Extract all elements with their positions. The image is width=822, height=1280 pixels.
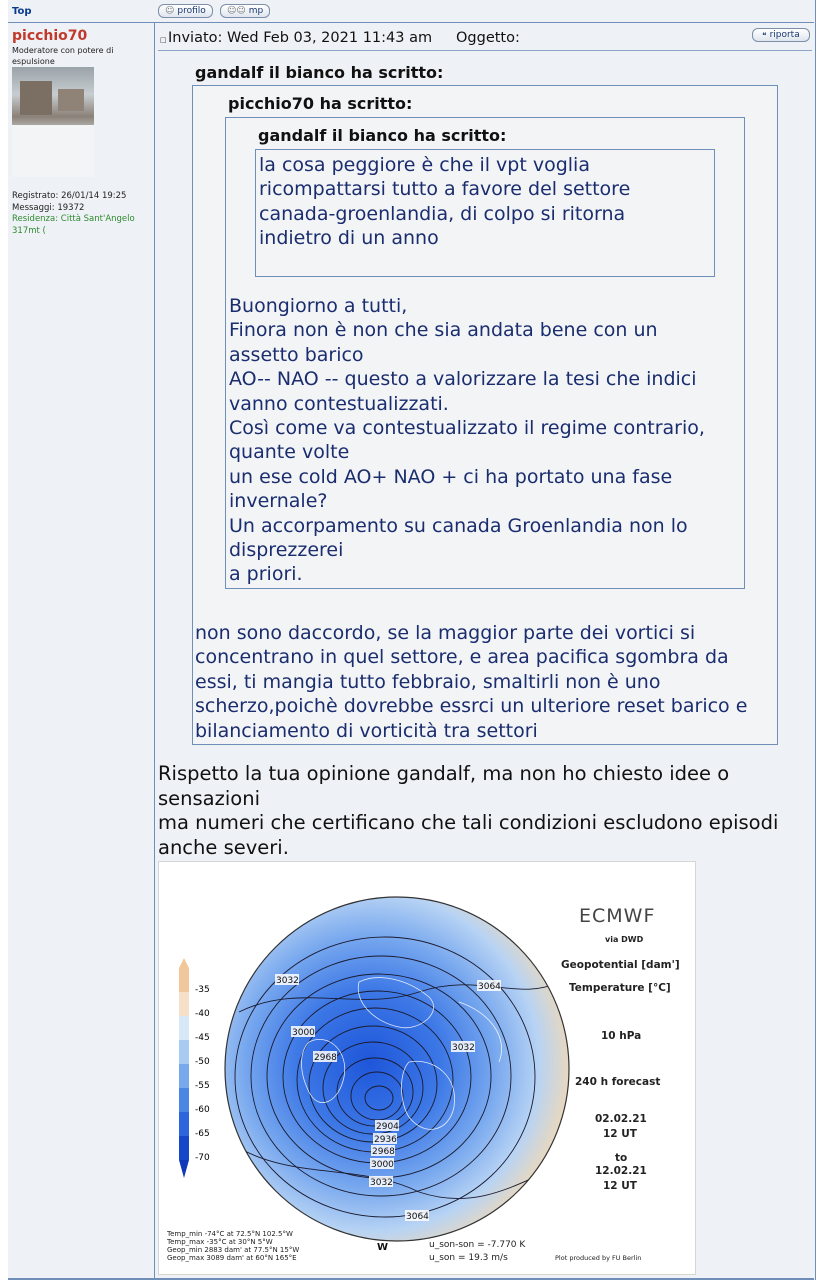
post-top-row [8, 0, 814, 23]
post-subject-label: Oggetto: [456, 30, 520, 46]
scale-label: -35 [195, 985, 210, 995]
map-forecast: 240 h forecast [575, 1076, 661, 1088]
user-rank: Moderatore con potere di espulsione [12, 46, 114, 66]
stat-line: Geop_max 3089 dam' at 60°N 165°E [167, 1254, 297, 1262]
top-link[interactable]: Top [12, 6, 32, 17]
quote-icon: ❝ [762, 30, 767, 40]
quote-reply-button[interactable] [752, 28, 810, 42]
post-body: Rispetto la tua opinione gandalf, ma non ho chiesto idee o sensazioni ma numeri che certificano che tali condizioni escludono episodi anche severi. [158, 762, 779, 859]
map-end-date: 12.02.21 [595, 1165, 647, 1177]
quote-author-1: gandalf il bianco ha scritto: [195, 63, 444, 82]
user-registered: Registrato: 26/01/14 19:25 [12, 191, 127, 201]
contour-label: 3000 [292, 1028, 315, 1038]
pm-button-label: mp [248, 6, 264, 16]
contour-label: 3064 [478, 982, 501, 992]
stat-line: Geop_min 2883 dam' at 77.5°N 15°W [167, 1246, 300, 1254]
stat-sonsom: u_son-son = -7.770 K [429, 1240, 526, 1250]
profile-icon: ☺ [165, 6, 175, 16]
stat-line: Temp_min -74°C at 72.5°N 102.5°W [167, 1230, 293, 1238]
scale-label: -60 [195, 1105, 210, 1115]
contour-label: 3032 [452, 1043, 475, 1053]
post-icon: □ [160, 36, 167, 44]
post-header-divider [158, 50, 812, 51]
user-panel [8, 23, 155, 1280]
quote-reply-label: riporta [769, 30, 800, 40]
quote-text-1: non sono daccordo, se la maggior parte dei vortici si concentrano in quel settore, e area pacifica sgombra da essi, ti mangia tutto febbraio, smaltirli non è uno scherzo,poichè dovrebbe essrci un ulteriore reset barico e bilanciamento di vorticità tra settori [195, 622, 748, 742]
quote-text-3: la cosa peggiore è che il vpt voglia ricompattarsi tutto a favore del settore canada-groenlandia, di colpo si ritorna indietro di un anno [259, 154, 631, 250]
user-messages: Messaggi: 19372 [12, 202, 85, 213]
stat-line: Temp_max -35°C at 30°N 5°W [167, 1238, 273, 1246]
scale-band [179, 1040, 189, 1064]
contour-label: 3032 [370, 1178, 393, 1188]
scale-label: -40 [195, 1009, 210, 1019]
scale-band [179, 992, 189, 1016]
map-credit: Plot produced by FU Berlin [555, 1254, 642, 1262]
map-via: via DWD [605, 935, 644, 944]
map-variable-1: Geopotential [dam'] [561, 959, 680, 971]
contour-label: 2936 [374, 1135, 397, 1145]
compass-west-label: W [377, 1242, 389, 1253]
forecast-map [159, 862, 695, 1274]
user-residence: Residenza: Città Sant'Angelo 317mt ( [12, 214, 135, 236]
scale-band [179, 1136, 189, 1160]
contour-label: 3064 [406, 1212, 429, 1222]
avatar-building [58, 89, 84, 111]
pm-icon: ☺☺ [227, 6, 246, 16]
scale-band [179, 1064, 189, 1088]
quote-author-2: picchio70 ha scritto: [228, 94, 413, 113]
scale-label: -70 [195, 1153, 210, 1163]
map-variable-2: Temperature [°C] [569, 982, 671, 994]
scale-band [179, 968, 189, 992]
map-start-date: 02.02.21 [595, 1113, 647, 1125]
map-start-time: 12 UT [603, 1128, 637, 1140]
stat-uson: u_son = 19.3 m/s [429, 1253, 508, 1263]
scale-band [179, 1112, 189, 1136]
scale-band [179, 1016, 189, 1040]
avatar-snow [12, 125, 94, 177]
post-date: Inviato: Wed Feb 03, 2021 11:43 am [168, 30, 433, 46]
profile-button-label: profilo [177, 6, 206, 16]
map-end-time: 12 UT [603, 1180, 637, 1192]
user-info [12, 191, 140, 237]
scale-label: -65 [195, 1129, 210, 1139]
globe [225, 897, 569, 1253]
quote-text-2: Buongiorno a tutti, Finora non è non che sia andata bene con un assetto barico AO-- NAO -- questo a valorizzare la tesi che indici vanno contestualizzati. Così come va contestualizzato il regime contrario, quante volte un ese cold AO+ NAO + ci ha portato una fase invernale? Un accorpamento su canada Groenlandia non lo disprezzerei a priori. [229, 295, 705, 586]
globe-disk [225, 897, 569, 1241]
pm-button[interactable] [220, 4, 270, 18]
map-title: ECMWF [579, 905, 656, 927]
username[interactable]: picchio70 [12, 28, 88, 44]
color-scale [179, 958, 210, 1178]
forecast-map-image [158, 861, 696, 1275]
scale-label: -45 [195, 1033, 210, 1043]
scale-label: -55 [195, 1081, 210, 1091]
quote-author-3: gandalf il bianco ha scritto: [258, 126, 507, 145]
contour-label: 2904 [376, 1122, 399, 1132]
map-legend [561, 905, 680, 1192]
scale-arrow-high [179, 958, 189, 968]
map-level: 10 hPa [601, 1030, 642, 1042]
contour-label: 2968 [372, 1147, 395, 1157]
avatar-building [20, 81, 52, 115]
contour-label: 2968 [314, 1053, 337, 1063]
scale-band [179, 1088, 189, 1112]
avatar [12, 67, 94, 177]
map-to: to [615, 1152, 628, 1164]
scale-label: -50 [195, 1057, 210, 1067]
contour-label: 3000 [371, 1160, 394, 1170]
profile-button[interactable] [158, 4, 213, 18]
contour-label: 3032 [276, 976, 299, 986]
scale-arrow-low [179, 1160, 189, 1178]
